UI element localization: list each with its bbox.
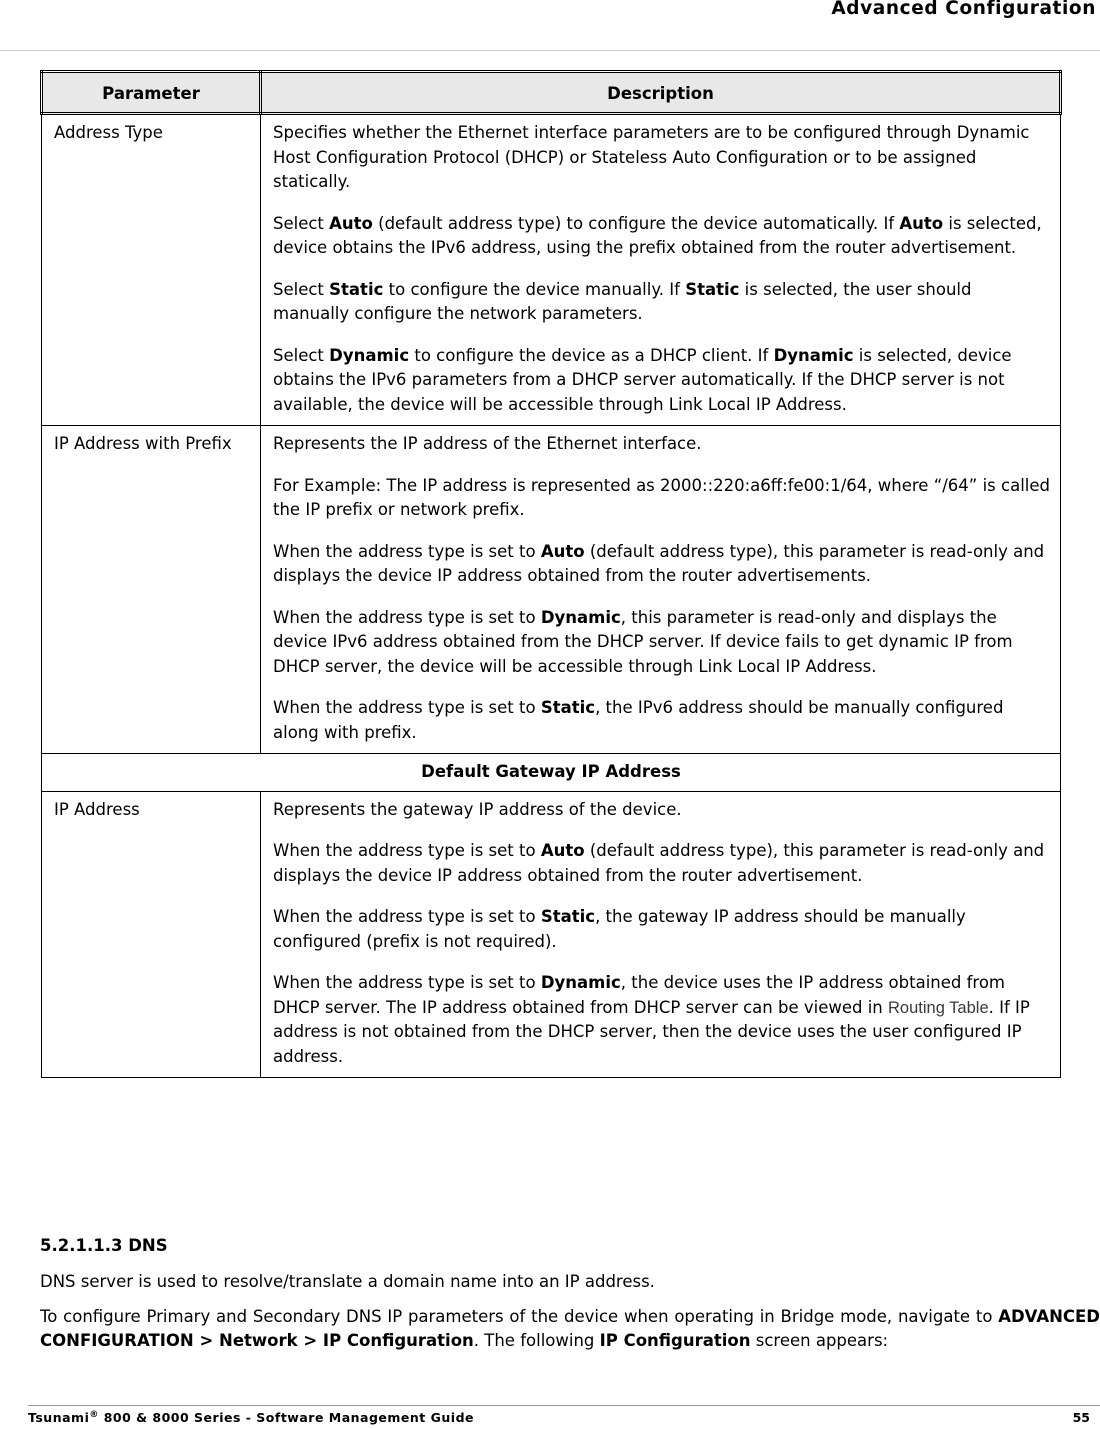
table-section-header: Default Gateway IP Address <box>42 754 1061 792</box>
section-heading-dns: 5.2.1.1.3 DNS <box>40 1236 168 1255</box>
description-paragraph <box>273 344 1050 418</box>
description-text: For Example: The IP address is represented as 2000::220:a6ff:fe00:1/64, where “/64” is called the IP prefix or network prefix. <box>273 475 1050 519</box>
dns-navigation-paragraph <box>40 1305 1100 1353</box>
nav-text-2: . The following <box>473 1331 600 1350</box>
parameter-name-cell: IP Address <box>42 791 261 1078</box>
emphasis-term: Dynamic <box>329 345 410 365</box>
description-text: . If IP address is not obtained from the DHCP server, then the device uses the user configured IP address. <box>273 997 1030 1066</box>
registered-mark: ® <box>89 1410 99 1420</box>
parameter-table <box>40 70 1062 1078</box>
emphasis-term: Dynamic <box>540 973 621 992</box>
routing-table-reference: Routing Table <box>888 998 989 1017</box>
description-paragraph <box>273 971 1050 1069</box>
description-text: Select <box>273 213 330 233</box>
description-text: When the address type is set to <box>273 907 541 926</box>
description-text: , the gateway IP address should be manually configured (prefix is not required). <box>273 907 966 951</box>
table-row <box>42 426 1061 754</box>
description-text: Select <box>273 279 330 299</box>
emphasis-term: Auto <box>899 213 944 233</box>
emphasis-term: Auto <box>329 213 373 233</box>
dns-intro-paragraph: DNS server is used to resolve/translate a domain name into an IP address. <box>40 1272 655 1291</box>
table-header-row <box>42 72 1061 114</box>
parameter-description-cell <box>261 791 1061 1078</box>
description-paragraph <box>273 212 1050 261</box>
description-text: , this parameter is read-only and displays the device IPv6 address obtained from the DHCP server. If device fails to get dynamic IP from DHCP server, the device will be accessible through Link Local IP Address. <box>273 607 1013 676</box>
parameter-name-cell: IP Address with Prefix <box>42 426 261 754</box>
nav-text-3: screen appears: <box>750 1331 889 1350</box>
page-header-title: Advanced Configuration <box>831 0 1096 19</box>
description-paragraph <box>273 474 1050 523</box>
description-paragraph <box>273 905 1050 954</box>
emphasis-term: Dynamic <box>773 345 854 365</box>
description-text: When the address type is set to <box>273 973 541 992</box>
description-text: is selected, device obtains the IPv6 parameters from a DHCP server automatically. If the DHCP server is not available, the device will be accessible through Link Local IP Address. <box>273 345 1012 414</box>
description-text: is selected, the user should manually configure the network parameters. <box>273 279 972 323</box>
description-paragraph <box>273 606 1050 680</box>
description-paragraph <box>273 540 1050 589</box>
footer-page-number: 55 <box>1072 1410 1090 1425</box>
nav-text-1: To configure Primary and Secondary DNS IP parameters of the device when operating in Bridge mode, navigate to <box>40 1307 999 1326</box>
emphasis-term: Static <box>540 907 596 926</box>
description-text: to configure the device manually. If <box>383 279 686 299</box>
table-row <box>42 754 1061 792</box>
parameter-description-cell <box>261 114 1061 426</box>
description-text: Represents the IP address of the Ethernet interface. <box>273 434 702 453</box>
emphasis-term: Static <box>540 698 596 717</box>
description-text: , the IPv6 address should be manually configured along with prefix. <box>273 698 1004 742</box>
nav-path: ADVANCED CONFIGURATION > Network > IP Configuration <box>40 1307 1100 1350</box>
description-paragraph <box>273 121 1050 195</box>
description-text: When the address type is set to <box>273 841 541 860</box>
parameter-description-cell <box>261 426 1061 754</box>
table-row <box>42 791 1061 1078</box>
column-header-description: Description <box>261 72 1061 114</box>
header-divider <box>0 50 1100 51</box>
description-text: , the device uses the IP address obtained from DHCP server. The IP address obtained from DHCP server can be viewed in <box>273 973 1006 1017</box>
emphasis-term: Static <box>329 279 384 299</box>
description-text: (default address type), this parameter is read-only and displays the device IP address obtained from the router advertisements. <box>273 541 1045 585</box>
emphasis-term: Static <box>685 279 740 299</box>
emphasis-term: Auto <box>540 541 585 561</box>
parameter-name-cell: Address Type <box>42 114 261 426</box>
column-header-parameter: Parameter <box>42 72 261 114</box>
description-paragraph <box>273 798 1050 823</box>
description-text: Specifies whether the Ethernet interface parameters are to be configured through Dynamic Host Configuration Protocol (DHCP) or Stateless Auto Configuration or to be assigned statically. <box>273 123 1030 191</box>
description-text: When the address type is set to <box>273 698 541 717</box>
footer-product-name: Tsunami <box>28 1410 90 1426</box>
table-row <box>42 114 1061 426</box>
footer-divider <box>28 1405 1100 1406</box>
description-text: (default address type), this parameter is read-only and displays the device IP address obtained from the router advertisement. <box>273 841 1045 885</box>
description-text: When the address type is set to <box>273 607 541 627</box>
description-paragraph <box>273 278 1050 327</box>
emphasis-term: Auto <box>540 841 585 860</box>
description-paragraph <box>273 839 1050 888</box>
emphasis-term: Dynamic <box>540 607 621 627</box>
description-text: When the address type is set to <box>273 541 541 561</box>
description-text: is selected, device obtains the IPv6 address, using the prefix obtained from the router advertisement. <box>273 213 1042 257</box>
footer-guide-name: 800 & 8000 Series - Software Management Guide <box>98 1410 475 1426</box>
description-paragraph <box>273 696 1050 745</box>
description-paragraph <box>273 432 1050 457</box>
description-text: Represents the gateway IP address of the device. <box>273 799 682 819</box>
screen-name: IP Configuration <box>599 1331 751 1350</box>
footer-product-title <box>28 1410 474 1425</box>
description-text: to configure the device as a DHCP client. If <box>409 345 774 365</box>
description-text: (default address type) to configure the device automatically. If <box>372 213 900 233</box>
description-text: Select <box>273 345 330 365</box>
